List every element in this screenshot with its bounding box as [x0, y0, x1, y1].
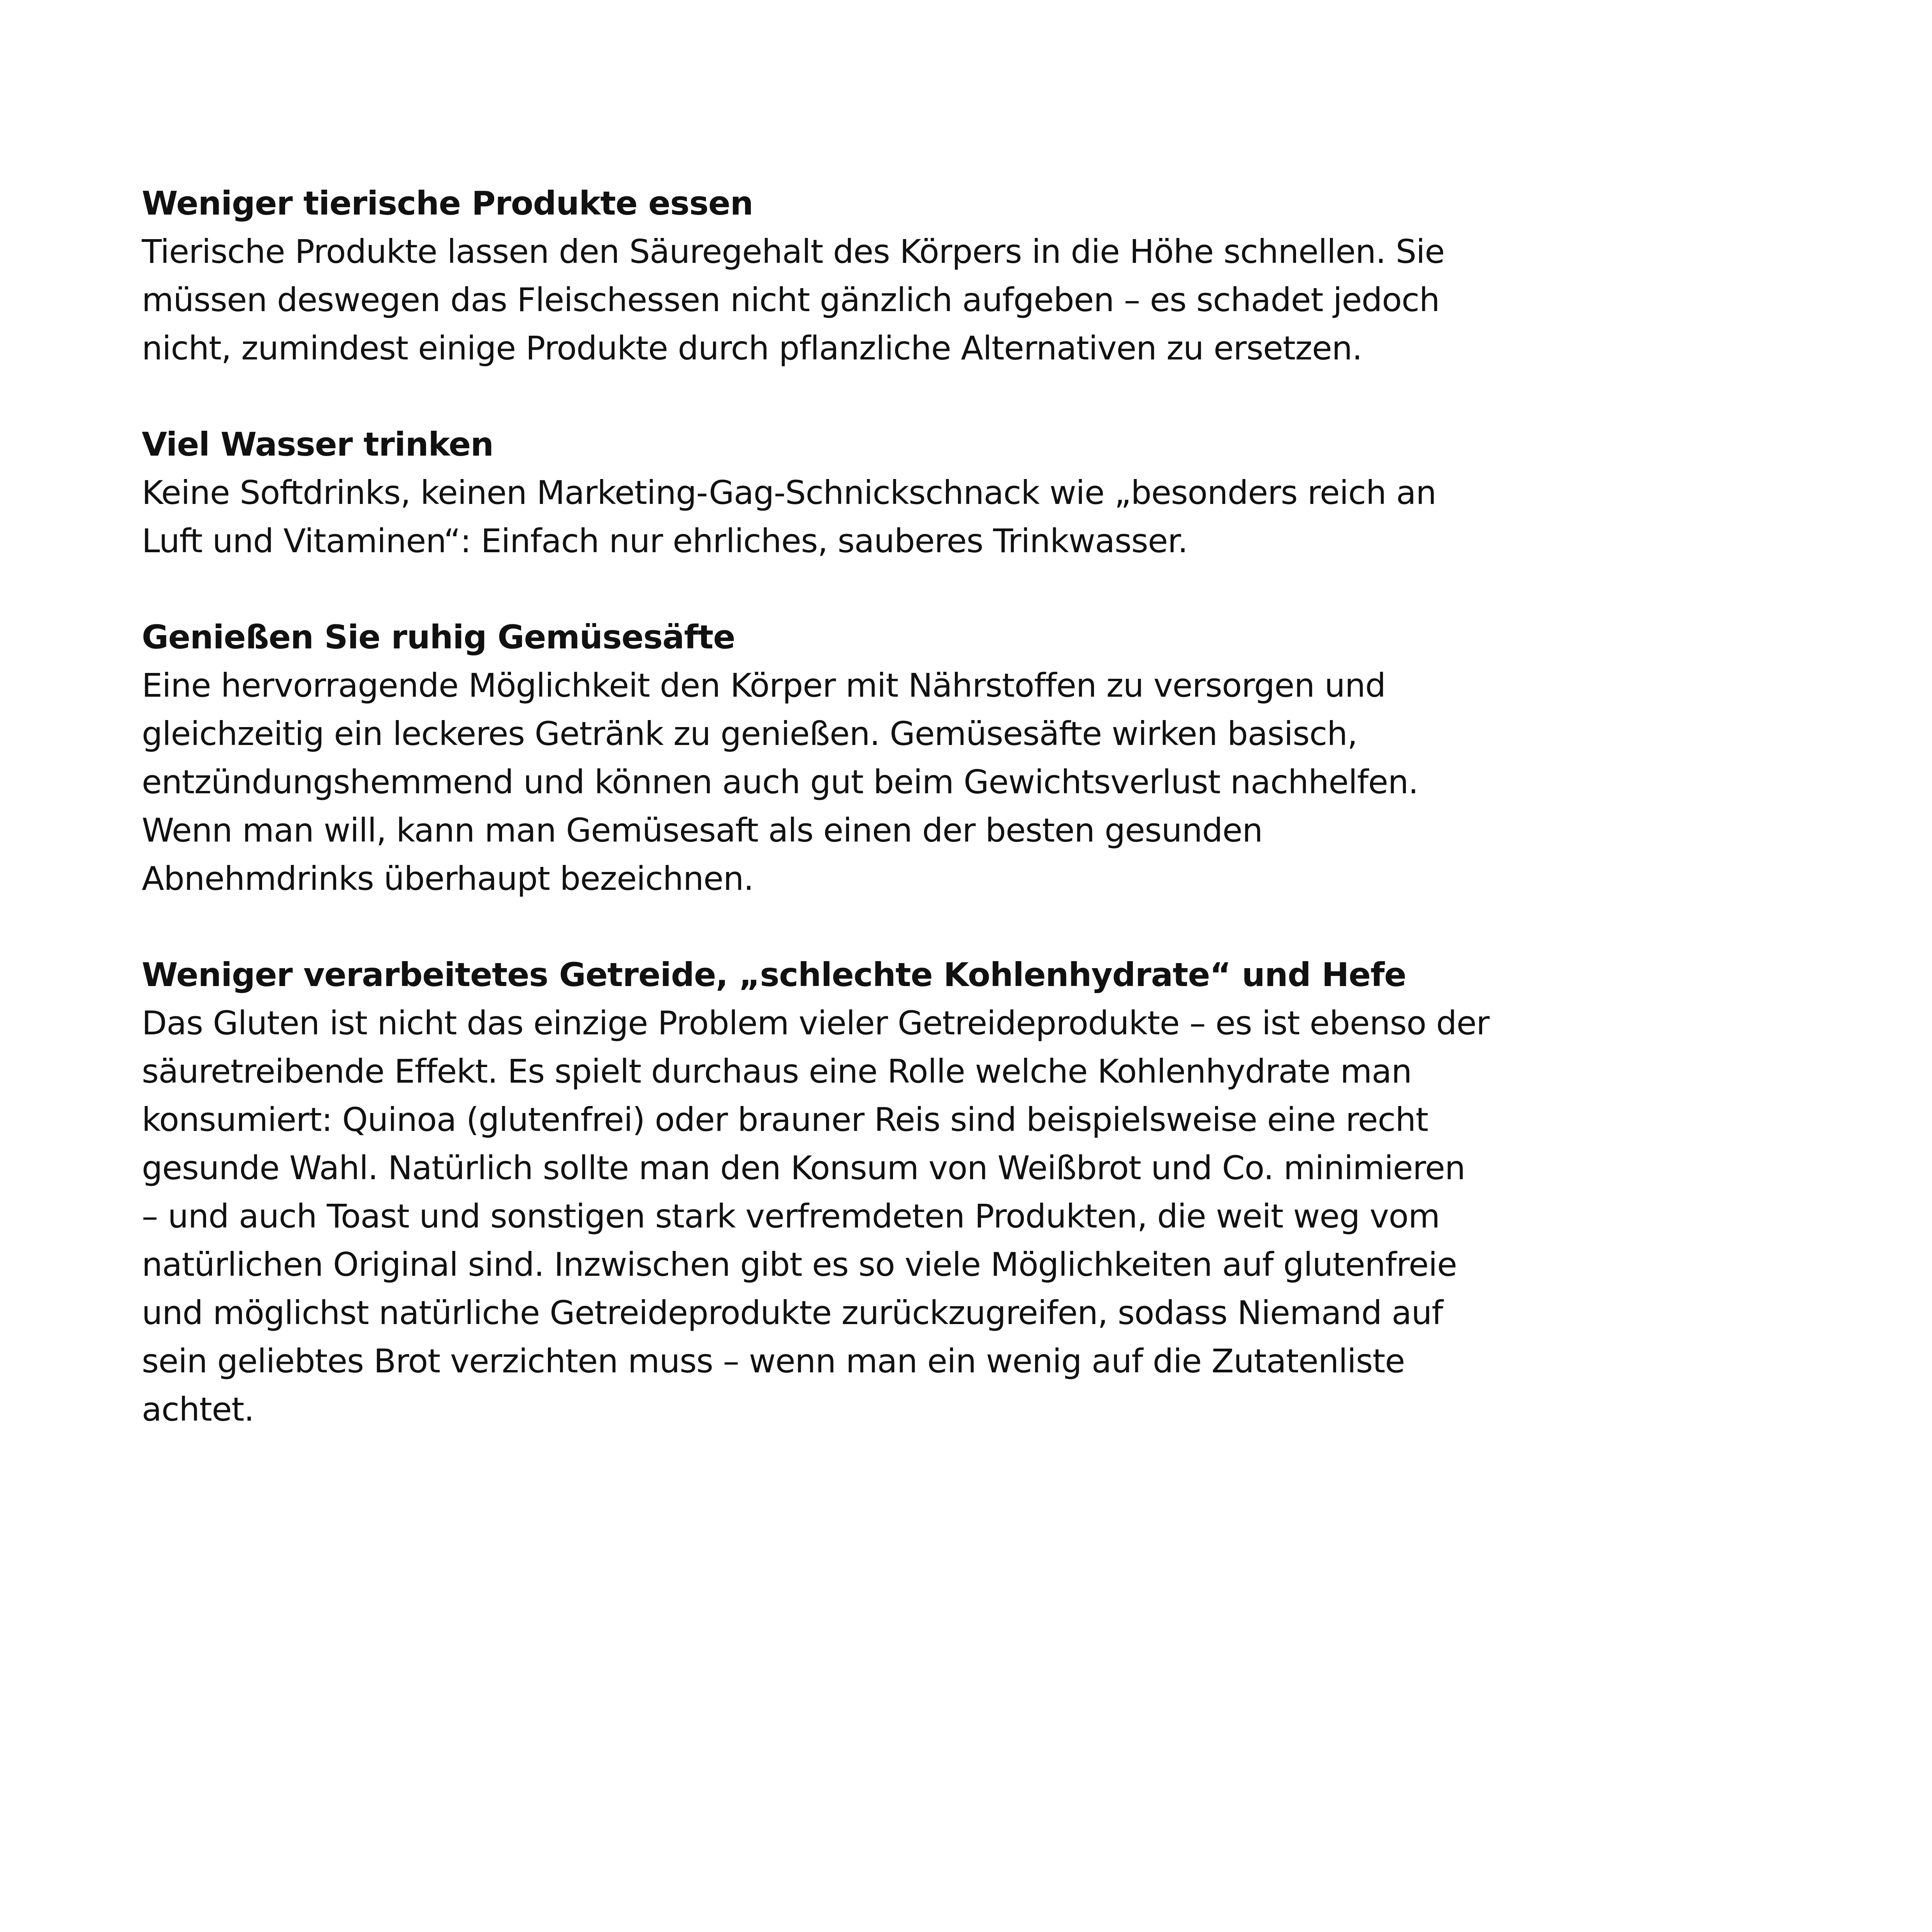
section-grain	[142, 951, 1785, 1434]
section-water	[142, 420, 1785, 565]
paragraph-line: Das Gluten ist nicht das einzige Problem vieler Getreideprodukte – es ist ebenso der	[142, 1004, 1490, 1042]
section-heading: Weniger verarbeitetes Getreide, „schlechte Kohlenhydrate“ und Hefe	[142, 956, 1406, 994]
section-heading: Weniger tierische Produkte essen	[142, 184, 753, 222]
paragraph-line: Tierische Produkte lassen den Säuregehalt des Körpers in die Höhe schnellen. Sie	[142, 232, 1445, 271]
paragraph-line: natürlichen Original sind. Inzwischen gibt es so viele Möglichkeiten auf glutenfreie	[142, 1245, 1457, 1284]
paragraph-line: konsumiert: Quinoa (glutenfrei) oder brauner Reis sind beispielsweise eine recht	[142, 1101, 1428, 1139]
paragraph-line: gesunde Wahl. Natürlich sollte man den Konsum von Weißbrot und Co. minimieren	[142, 1149, 1465, 1187]
paragraph-line: achtet.	[142, 1390, 254, 1428]
paragraph-line: – und auch Toast und sonstigen stark verfremdeten Produkten, die weit weg vom	[142, 1197, 1440, 1235]
paragraph-line: müssen deswegen das Fleischessen nicht gänzlich aufgeben – es schadet jedoch	[142, 281, 1440, 319]
section-vegetable-juices	[142, 613, 1785, 903]
paragraph-line: Abnehmdrinks überhaupt bezeichnen.	[142, 859, 754, 898]
section-heading: Viel Wasser trinken	[142, 425, 493, 463]
paragraph-line: nicht, zumindest einige Produkte durch pflanzliche Alternativen zu ersetzen.	[142, 329, 1362, 367]
paragraph-line: Keine Softdrinks, keinen Marketing-Gag-Schnickschnack wie „besonders reich an	[142, 474, 1436, 512]
paragraph-line: Eine hervorragende Möglichkeit den Körper mit Nährstoffen zu versorgen und	[142, 666, 1386, 704]
paragraph-line: sein geliebtes Brot verzichten muss – wenn man ein wenig auf die Zutatenliste	[142, 1342, 1405, 1380]
document-page	[142, 179, 1785, 1481]
paragraph-line: und möglichst natürliche Getreideprodukte zurückzugreifen, sodass Niemand auf	[142, 1294, 1443, 1332]
section-animal-products	[142, 179, 1785, 372]
paragraph-line: säuretreibende Effekt. Es spielt durchaus eine Rolle welche Kohlenhydrate man	[142, 1052, 1412, 1090]
paragraph-line: entzündungshemmend und können auch gut beim Gewichtsverlust nachhelfen.	[142, 763, 1418, 801]
paragraph-line: Luft und Vitaminen“: Einfach nur ehrliches, sauberes Trinkwasser.	[142, 522, 1188, 560]
section-heading: Genießen Sie ruhig Gemüsesäfte	[142, 618, 735, 656]
paragraph-line: Wenn man will, kann man Gemüsesaft als einen der besten gesunden	[142, 811, 1263, 849]
paragraph-line: gleichzeitig ein leckeres Getränk zu genießen. Gemüsesäfte wirken basisch,	[142, 715, 1358, 753]
